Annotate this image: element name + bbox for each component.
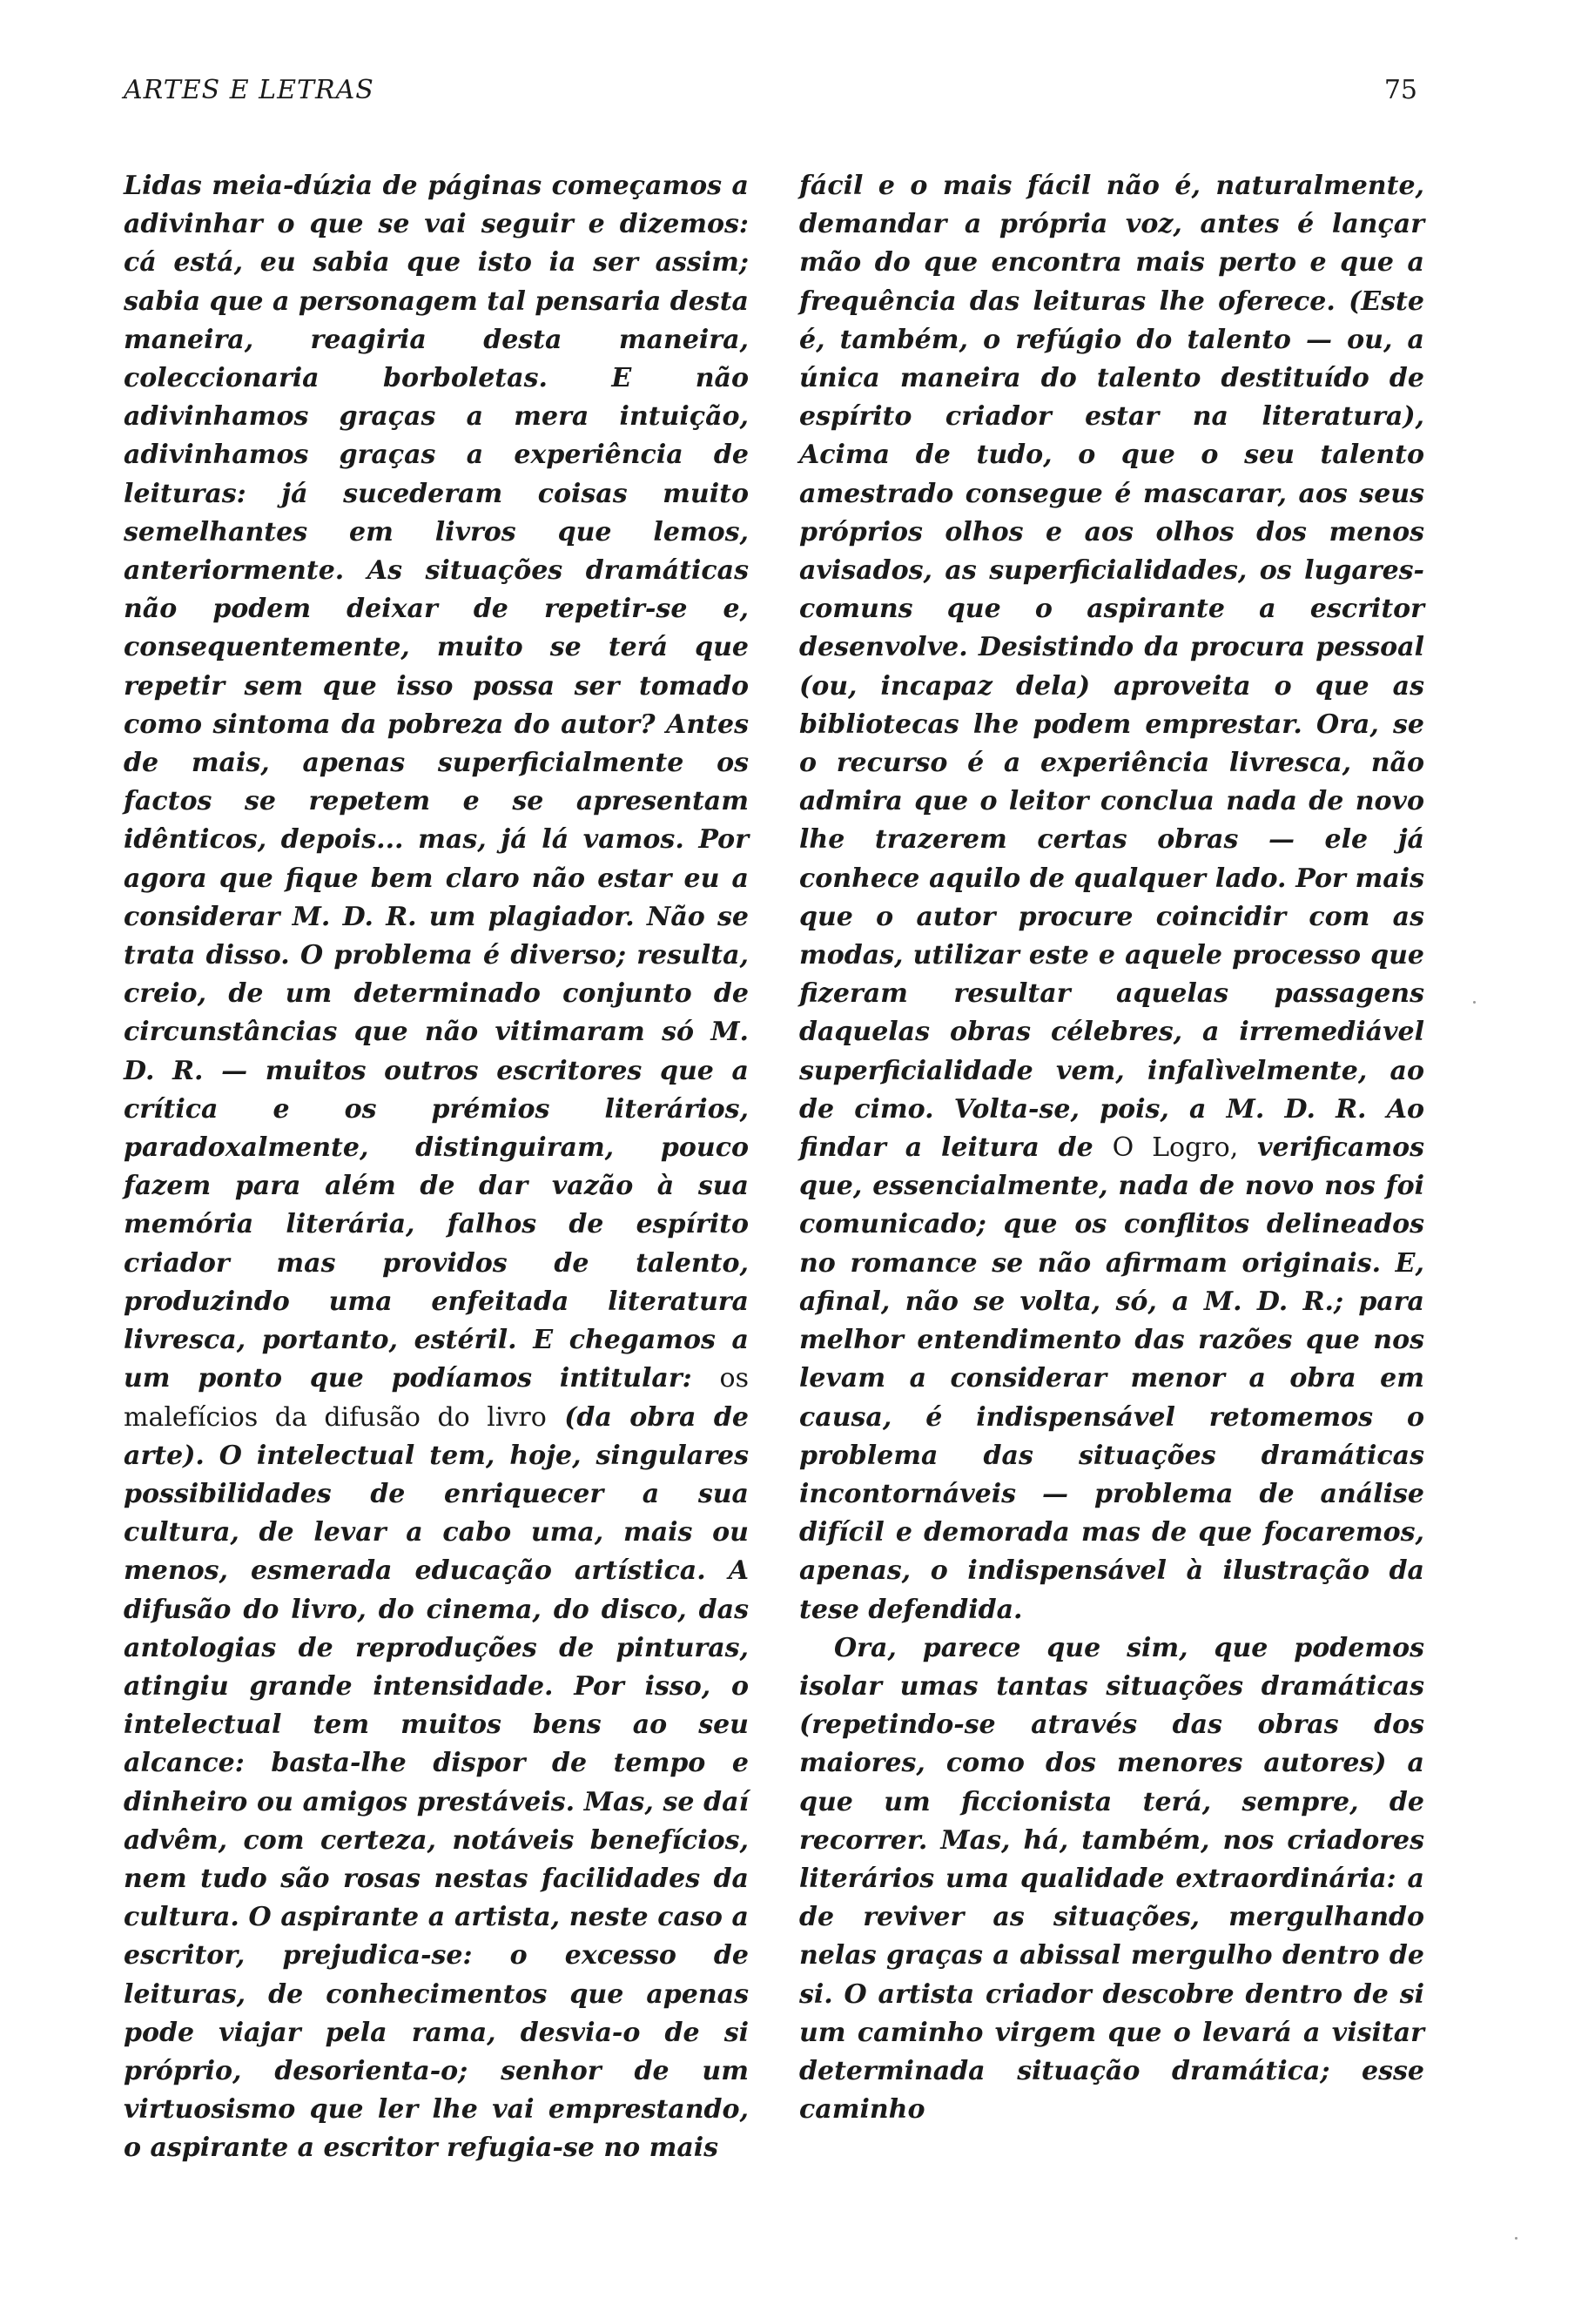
right-text-segment-1: fácil e o mais fácil não é, naturalmente, demandar a própria voz, antes é lançar mão do que encontra mais perto e que a frequência das leituras lhe oferece. (Este é, também, o refúgio do talento — ou, a única maneira do talento destituído de espírito criador estar na literatura), Acima de tudo, o que o seu talento amestrado consegue é mascarar, aos seus próprios olhos e aos olhos dos menos avisados, as superficialidades, os lugares-comuns que o aspirante a escritor desenvolve. Desistindo da procura pessoal (ou, incapaz dela) aproveita o que as bibliotecas lhe podem emprestar. Ora, se o recurso é a experiência livresca, não admira que o leitor conclua nada de novo lhe trazerem certas obras — ele já conhece aquilo de qualquer lado. Por mais que o autor procure coincidir com as modas, utilizar este e aquele processo que fizeram resultar aquelas passagens daquelas obras célebres, a irremediável superficialidade vem, infalìvelmente, ao de cimo. Volta-se, pois, a M. D. R. Ao findar a leitura de xyxy=(799,171,1424,1164)
left-text-segment-3: (da obra de arte). O intelectual tem, hoje, singulares possibilidades de enriquecer a sua cultura, de levar a cabo uma, mais ou menos, esmerada educação artística. A difusão do livro, do cinema, do disco, das antologias de reproduções de pinturas, atingiu grande intensidade. Por isso, o intelectual tem muitos bens ao seu alcance: basta-lhe dispor de tempo e dinheiro ou amigos prestáveis. Mas, se daí advêm, com certeza, notáveis benefícios, nem tudo são rosas nestas facilidades da cultura. O aspirante a artista, neste caso a escritor, prejudica-se: o excesso de leituras, de conhecimentos que apenas pode viajar pela rama, desvia-o de si próprio, desorienta-o; senhor de um virtuosismo que ler lhe vai emprestando, o aspirante a escritor refugia-se no mais xyxy=(124,1401,749,2164)
right-column xyxy=(799,167,1424,2129)
left-column xyxy=(124,167,749,2168)
right-text-segment-3: verificamos que, essencialmente, nada de novo nos foi comunicado; que os conflitos delineados no romance se não afirmam originais. E, afinal, não se volta, só, a M. D. R.; para melhor entendimento das razões que nos levam a considerar menor a obra em causa, é indispensável retomemos o problema das situações dramáticas incontornáveis — problema de análise difícil e demorada mas de que focaremos, apenas, o indispensável à ilustração da tese defendida. xyxy=(799,1132,1424,1625)
running-title: ARTES E LETRAS xyxy=(124,75,374,105)
book-title-o-logro: O Logro, xyxy=(1112,1132,1239,1164)
page-number: 75 xyxy=(1383,75,1417,105)
left-paragraph xyxy=(124,167,749,2168)
paper-speck xyxy=(1515,2237,1517,2240)
left-text-segment-1: Lidas meia-dúzia de páginas começamos a adivinhar o que se vai seguir e dizemos: cá está, eu sabia que isto ia ser assim; sabia que a personagem tal pensaria desta maneira, reagiria desta maneira, coleccionaria borboletas. E não adivinhamos graças a mera intuição, adivinhamos graças a experiência de leituras: já sucederam coisas muito semelhantes em livros que lemos, anteriormente. As situações dramáticas não podem deixar de repetir-se e, consequentemente, muito se terá que repetir sem que isso possa ser tomado como sintoma da pobreza do autor? Antes de mais, apenas superficialmente os factos se repetem e se apresentam idênticos, depois... mas, já lá vamos. Por agora que fique bem claro não estar eu a considerar M. D. R. um plagiador. Não se trata disso. O problema é diverso; resulta, creio, de um determinado conjunto de circunstâncias que não vitimaram só M. D. R. — muitos outros escritores que a crítica e os prémios literários, paradoxalmente, distinguiram, pouco fazem para além de dar vazão à sua memória literária, falhos de espírito criador mas providos de talento, produzindo uma enfeitada literatura livresca, portanto, estéril. E chegamos a um ponto que podíamos intitular: xyxy=(124,171,749,1394)
paper-speck xyxy=(1473,1001,1476,1004)
right-paragraph-2: Ora, parece que sim, que podemos isolar umas tantas situações dramáticas (repetindo-se através das obras dos maiores, como dos menores autores) a que um ficcionista terá, sempre, de recorrer. Mas, há, também, nos criadores literários uma qualidade extraordinária: a de reviver as situações, mergulhando nelas graças a abissal mergulho dentro de si. O artista criador descobre dentro de si um caminho virgem que o levará a visitar determinada situação dramática; esse caminho xyxy=(799,1632,1424,2126)
left-roman-phrase: os malefícios da difusão do livro xyxy=(124,1363,749,1433)
right-paragraph-1 xyxy=(799,167,1424,1629)
